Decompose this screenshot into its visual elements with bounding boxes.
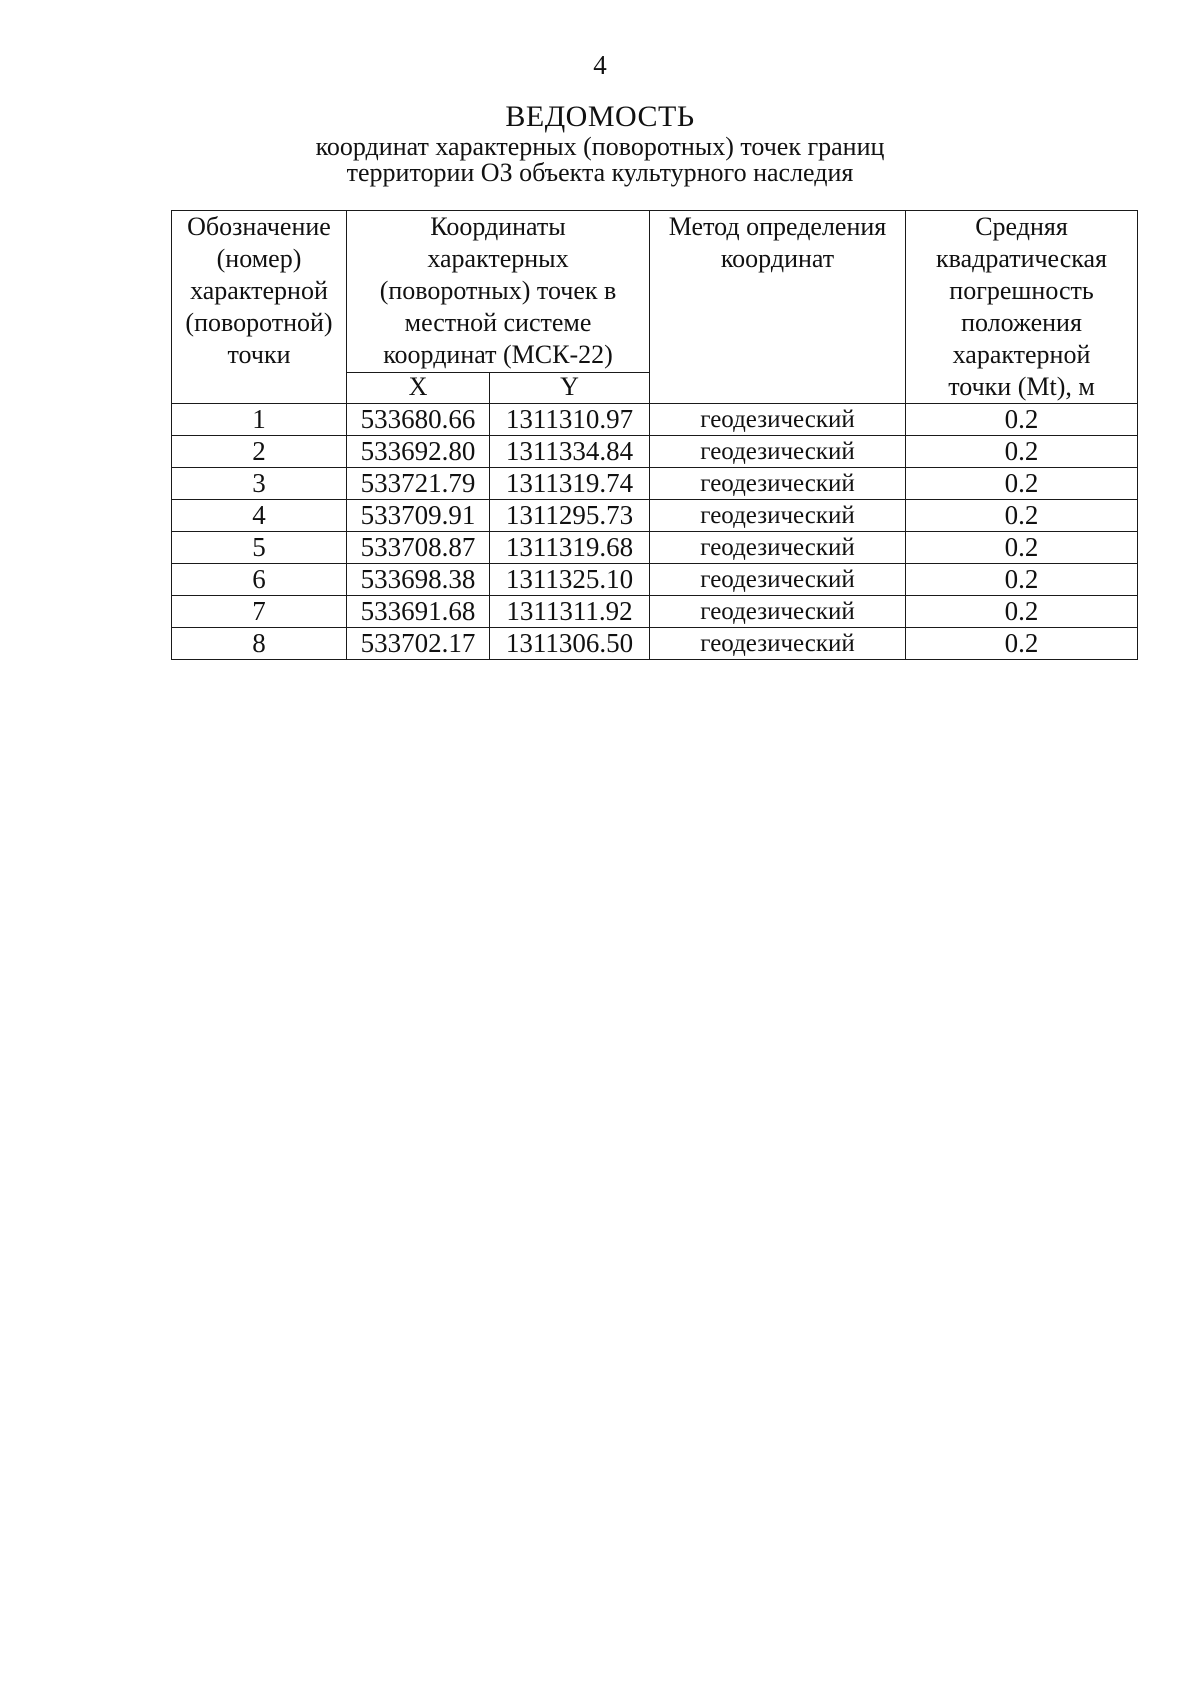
- cell-error: 0.2: [906, 468, 1138, 500]
- table-row: [172, 468, 1138, 500]
- cell-x: 533708.87: [347, 532, 490, 564]
- cell-y: 1311310.97: [490, 404, 650, 436]
- cell-x: 533698.38: [347, 564, 490, 596]
- header-line: (поворотных) точек в: [379, 276, 617, 305]
- cell-point: 2: [172, 436, 347, 468]
- header-line: положения: [961, 308, 1082, 337]
- header-line: квадратическая: [936, 244, 1108, 273]
- header-line: координат: [720, 244, 835, 273]
- cell-point: 3: [172, 468, 347, 500]
- cell-error: 0.2: [906, 628, 1138, 660]
- cell-method: геодезический: [650, 596, 906, 628]
- table-body: [172, 404, 1138, 660]
- cell-method: геодезический: [650, 436, 906, 468]
- header-point-designation: [172, 211, 347, 404]
- header-line: Координаты: [430, 212, 566, 241]
- table-row: [172, 628, 1138, 660]
- cell-method: геодезический: [650, 468, 906, 500]
- cell-method: геодезический: [650, 628, 906, 660]
- header-line: Метод определения: [668, 212, 887, 241]
- header-line: характерной: [190, 276, 328, 305]
- header-coordinates: [347, 211, 650, 373]
- table-row: [172, 596, 1138, 628]
- cell-error: 0.2: [906, 596, 1138, 628]
- cell-method: геодезический: [650, 404, 906, 436]
- table-row: [172, 404, 1138, 436]
- header-line: координат (МСК-22): [383, 340, 613, 369]
- header-line: (поворотной): [185, 308, 333, 337]
- cell-point: 8: [172, 628, 347, 660]
- cell-y: 1311319.74: [490, 468, 650, 500]
- cell-x: 533702.17: [347, 628, 490, 660]
- header-line: точки (Mt), м: [948, 372, 1095, 401]
- header-line: местной системе: [404, 308, 592, 337]
- header-line: погрешность: [949, 276, 1094, 305]
- header-method: [650, 211, 906, 404]
- document-title: ВЕДОМОСТЬ: [505, 100, 695, 133]
- header-mean-square-error: [906, 211, 1138, 404]
- header-line: Обозначение: [187, 212, 331, 241]
- table-row: [172, 436, 1138, 468]
- cell-x: 533680.66: [347, 404, 490, 436]
- cell-y: 1311306.50: [490, 628, 650, 660]
- header-y: Y: [490, 373, 650, 404]
- cell-error: 0.2: [906, 436, 1138, 468]
- cell-y: 1311311.92: [490, 596, 650, 628]
- cell-error: 0.2: [906, 404, 1138, 436]
- header-line: (номер): [216, 244, 302, 273]
- page-number: 4: [593, 50, 607, 80]
- cell-point: 7: [172, 596, 347, 628]
- header-line: точки: [227, 340, 291, 369]
- coordinates-table: [171, 210, 1138, 660]
- cell-x: 533721.79: [347, 468, 490, 500]
- cell-x: 533709.91: [347, 500, 490, 532]
- cell-error: 0.2: [906, 532, 1138, 564]
- header-line: характерной: [952, 340, 1091, 369]
- cell-y: 1311319.68: [490, 532, 650, 564]
- cell-x: 533691.68: [347, 596, 490, 628]
- document-subtitle-line-2: территории ОЗ объекта культурного наследия: [346, 158, 854, 187]
- cell-point: 5: [172, 532, 347, 564]
- cell-y: 1311295.73: [490, 500, 650, 532]
- cell-point: 1: [172, 404, 347, 436]
- table-header: [172, 211, 1138, 404]
- cell-error: 0.2: [906, 564, 1138, 596]
- cell-x: 533692.80: [347, 436, 490, 468]
- cell-y: 1311334.84: [490, 436, 650, 468]
- header-line: Средняя: [975, 212, 1068, 241]
- table-row: [172, 500, 1138, 532]
- cell-y: 1311325.10: [490, 564, 650, 596]
- header-line: характерных: [427, 244, 569, 273]
- header-x: X: [347, 373, 490, 404]
- cell-error: 0.2: [906, 500, 1138, 532]
- table-row: [172, 532, 1138, 564]
- table-row: [172, 564, 1138, 596]
- header-row-1: [172, 211, 1138, 373]
- cell-point: 6: [172, 564, 347, 596]
- document-subtitle-line-1: координат характерных (поворотных) точек границ: [315, 132, 885, 161]
- cell-method: геодезический: [650, 564, 906, 596]
- cell-point: 4: [172, 500, 347, 532]
- cell-method: геодезический: [650, 532, 906, 564]
- cell-method: геодезический: [650, 500, 906, 532]
